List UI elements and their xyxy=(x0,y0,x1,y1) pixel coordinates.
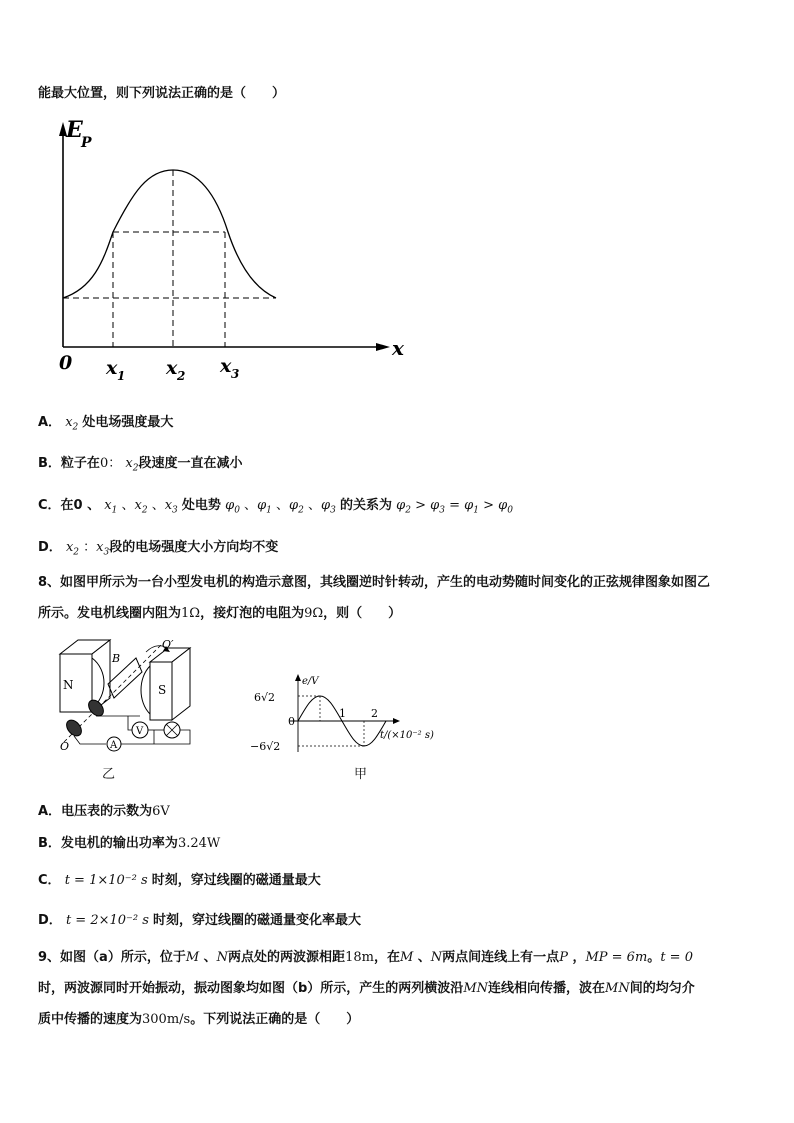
o-prime-label: O′ xyxy=(162,638,174,651)
fig-a-caption: 乙 xyxy=(102,767,116,782)
o-label: O xyxy=(60,740,70,753)
svg-text:2: 2 xyxy=(371,707,378,720)
origin-label: 0 xyxy=(59,352,73,374)
q9-line2: 时，两波源同时开始振动，振动图象均如图（b）所示，产生的两列横波沿MN连线相向传播，波在MN间的均匀介 xyxy=(38,981,695,996)
svg-text:0: 0 xyxy=(288,715,295,728)
y-axis-sub: P xyxy=(81,135,92,151)
s-pole-face xyxy=(141,666,150,714)
energy-curve xyxy=(63,170,276,298)
tick-x2-sub: 2 xyxy=(177,369,186,383)
q9-line3: 质中传播的速度为300m/s。下列说法正确的是（ ） xyxy=(38,1012,360,1027)
x-axis-arrow xyxy=(376,343,390,351)
svg-text:e/V: e/V xyxy=(302,676,319,687)
q8-emf-graph xyxy=(250,672,450,758)
fig-b-caption: 甲 xyxy=(354,767,368,782)
q9-line1: 9、如图（a）所示，位于M 、N两点处的两波源相距18m，在M 、N两点间连线上有一点P ，MP = 6m。t = 0 xyxy=(38,950,693,965)
q7-energy-graph xyxy=(38,112,418,387)
q7-option-a: A． $x_2$ 处电场强度最大 xyxy=(38,415,174,433)
tick-x2: x xyxy=(166,357,178,379)
q7-stem-tail: 能最大位置，则下列说法正确的是（ ） xyxy=(38,86,286,101)
tick-x3: x xyxy=(220,355,232,377)
q8-option-b: B．发电机的输出功率为3.24W xyxy=(38,836,221,851)
s-label: S xyxy=(158,683,167,697)
svg-text:t/(×10⁻² s): t/(×10⁻² s) xyxy=(380,730,434,741)
svg-text:V: V xyxy=(136,726,144,737)
q7-option-c: C．在0 、 $x_1$ 、$x_2$ 、$x_3$ 处电势 $\varphi_0$ 、$\varphi_1$ 、$\varphi_2$ 、$\varphi_3$ 的关系为 $\varphi_2 > \varphi_3 = \varphi_1 > \varphi_0$ xyxy=(38,498,514,516)
tick-x1-sub: 1 xyxy=(117,369,126,383)
svg-text:−6√2: −6√2 xyxy=(250,740,281,753)
x-axis-label: x xyxy=(392,336,404,360)
q8-stem-line2: 所示。发电机线圈内阻为1Ω，接灯泡的电阻为9Ω，则（ ） xyxy=(38,606,402,621)
q8-option-d: D． t = 2×10⁻² s 时刻，穿过线圈的磁通量变化率最大 xyxy=(38,913,362,928)
tick-x3-sub: 3 xyxy=(231,367,240,381)
svg-text:1: 1 xyxy=(339,707,346,720)
circuit-wire xyxy=(74,736,106,744)
q8-option-a: A．电压表的示数为6V xyxy=(38,804,170,819)
n-label: N xyxy=(63,678,74,692)
q7-option-d: D． $x_2$ ：$x_3$段的电场强度大小方向均不变 xyxy=(38,540,279,558)
b-label: B xyxy=(112,652,121,665)
tick-x1: x xyxy=(106,357,118,379)
slip-ring-1 xyxy=(64,717,85,739)
q8-stem-line1: 8、如图甲所示为一台小型发电机的构造示意图，其线圈逆时针转动，产生的电动势随时间变化的正弦规律图象如图乙 xyxy=(38,575,711,590)
svg-text:6√2: 6√2 xyxy=(254,691,276,704)
y-axis-label: E xyxy=(66,117,83,143)
q7-option-b: B．粒子在0： $x_2$段速度一直在减小 xyxy=(38,456,243,474)
q8-option-c: C． t = 1×10⁻² s 时刻，穿过线圈的磁通量最大 xyxy=(38,873,321,888)
svg-text:A: A xyxy=(110,740,118,751)
q8-generator-figure xyxy=(50,636,210,756)
